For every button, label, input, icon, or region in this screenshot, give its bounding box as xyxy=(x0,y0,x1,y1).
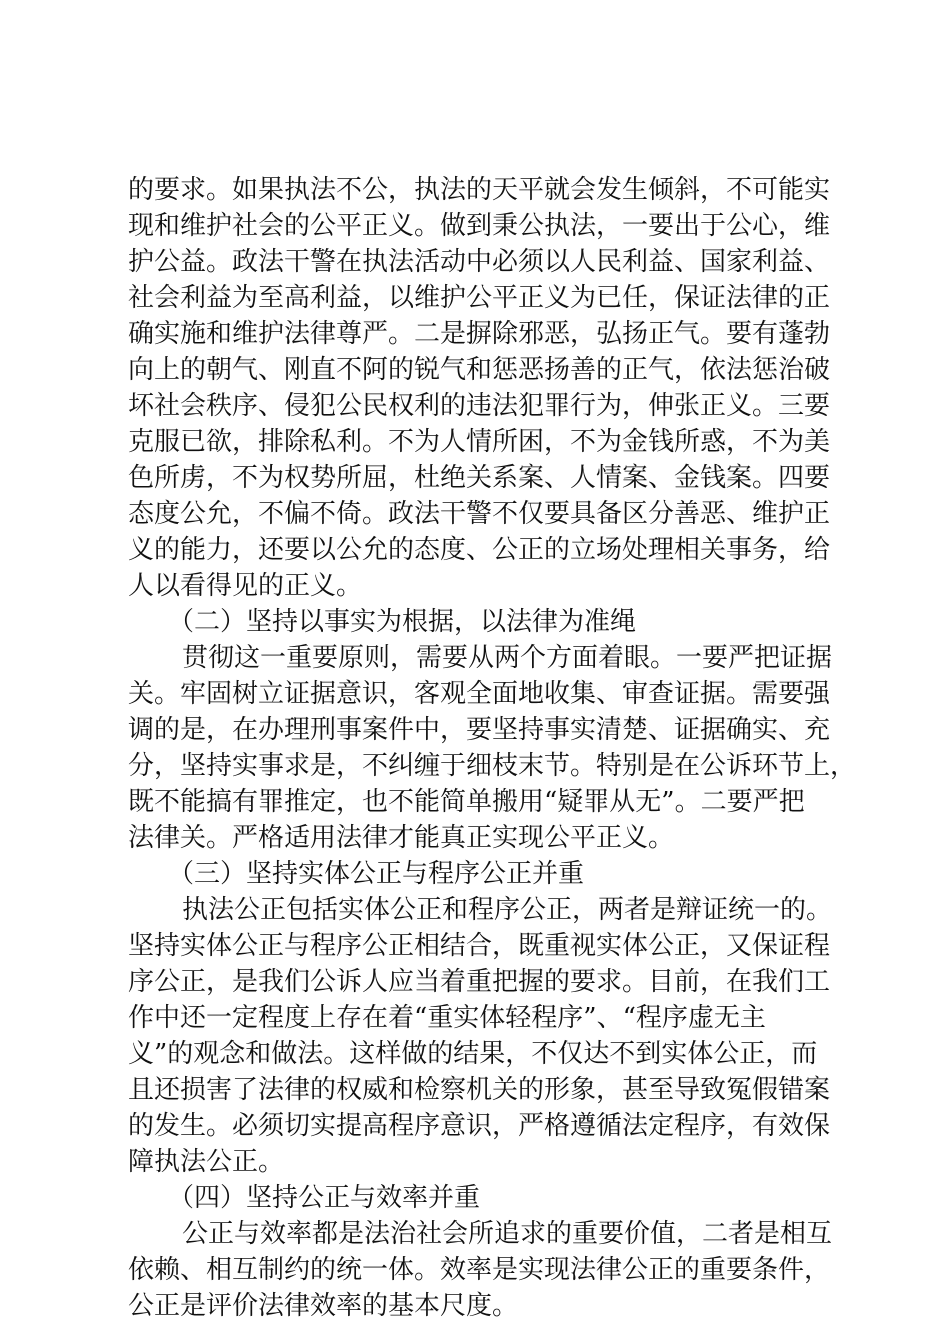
body-line: 色所虏，不为权势所屈，杜绝关系案、人情案、金钱案。四要 xyxy=(128,463,831,493)
body-line: 向上的朝气、刚直不阿的锐气和惩恶扬善的正气，依法惩治破 xyxy=(128,355,831,385)
body-line: 态度公允，不偏不倚。政法干警不仅要具备区分善恶、维护正 xyxy=(128,499,831,529)
body-line: 作中还一定程度上存在着“重实体轻程序”、“程序虚无主 xyxy=(128,1003,766,1033)
body-line: 坚持实体公正与程序公正相结合，既重视实体公正，又保证程 xyxy=(128,931,831,961)
body-line: 人以看得见的正义。 xyxy=(128,571,363,601)
body-line: 护公益。政法干警在执法活动中必须以人民利益、国家利益、 xyxy=(128,247,831,277)
body-line: 义的能力，还要以公允的态度、公正的立场处理相关事务，给 xyxy=(128,535,831,565)
body-line: 序公正，是我们公诉人应当着重把握的要求。目前，在我们工 xyxy=(128,967,831,997)
body-line: 贯彻这一重要原则，需要从两个方面着眼。一要严把证据 xyxy=(182,643,833,673)
section-heading: （四）坚持公正与效率并重 xyxy=(168,1183,481,1213)
body-line: 调的是，在办理刑事案件中，要坚持事实清楚、证据确实、充 xyxy=(128,715,831,745)
section-heading: （三）坚持实体公正与程序公正并重 xyxy=(168,859,585,889)
body-line: 公正与效率都是法治社会所追求的重要价值，二者是相互 xyxy=(182,1219,833,1249)
body-line: 的要求。如果执法不公，执法的天平就会发生倾斜，不可能实 xyxy=(128,175,831,205)
body-line: 确实施和维护法律尊严。二是摒除邪恶，弘扬正气。要有蓬勃 xyxy=(128,319,831,349)
body-line: 的发生。必须切实提高程序意识，严格遵循法定程序，有效保 xyxy=(128,1111,831,1141)
body-line: 依赖、相互制约的统一体。效率是实现法律公正的重要条件， xyxy=(128,1255,831,1285)
body-line: 障执法公正。 xyxy=(128,1147,285,1177)
body-line: 分，坚持实事求是，不纠缠于细枝末节。特别是在公诉环节上， xyxy=(128,751,857,781)
body-line: 坏社会秩序、侵犯公民权利的违法犯罪行为，伸张正义。三要 xyxy=(128,391,831,421)
body-line: 克服已欲，排除私利。不为人情所困，不为金钱所惑，不为美 xyxy=(128,427,831,457)
body-line: 且还损害了法律的权威和检察机关的形象，甚至导致冤假错案 xyxy=(128,1075,831,1105)
section-heading: （二）坚持以事实为根据，以法律为准绳 xyxy=(168,607,637,637)
body-line: 社会利益为至高利益，以维护公平正义为已任，保证法律的正 xyxy=(128,283,831,313)
body-line: 现和维护社会的公平正义。做到秉公执法，一要出于公心，维 xyxy=(128,211,831,241)
body-line: 既不能搞有罪推定，也不能简单搬用“疑罪从无”。二要严把 xyxy=(128,787,805,817)
body-line: 公正是评价法律效率的基本尺度。 xyxy=(128,1291,519,1321)
body-line: 执法公正包括实体公正和程序公正，两者是辩证统一的。 xyxy=(182,895,833,925)
body-line: 义”的观念和做法。这样做的结果，不仅达不到实体公正，而 xyxy=(128,1039,818,1069)
body-line: 法律关。严格适用法律才能真正实现公平正义。 xyxy=(128,823,675,853)
body-line: 关。牢固树立证据意识，客观全面地收集、审查证据。需要强 xyxy=(128,679,831,709)
